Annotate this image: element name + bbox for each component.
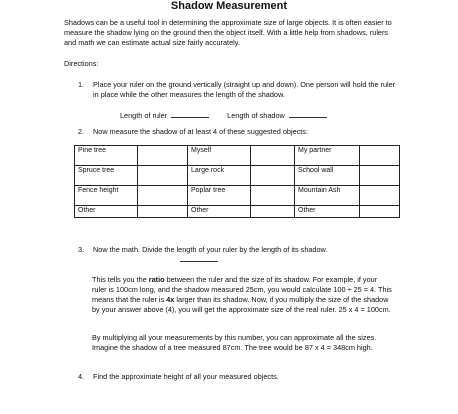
step-4-text: Find the approximate height of all your measured objects. bbox=[93, 372, 279, 381]
measurement-cell[interactable] bbox=[138, 186, 188, 206]
directions-label: Directions: bbox=[64, 59, 99, 68]
length-of-ruler-blank[interactable] bbox=[171, 110, 209, 118]
measurement-cell[interactable] bbox=[138, 146, 188, 166]
step-1 bbox=[78, 80, 398, 100]
measurement-cell[interactable] bbox=[360, 166, 400, 186]
ratio-explanation-part: larger than its shadow. Now, if you multiply the size of the shadow by your answer above (4), you will get the approximate size of the real ruler. 25 x 4 = 100cm. bbox=[92, 295, 391, 314]
ratio-explanation-part: between the ruler and the size of its shadow. For example, if your ruler is 100cm long, and the shadow measured 25cm, you would calculate 100 ÷ 25 = 4. This means that the ruler is bbox=[92, 275, 392, 304]
length-of-shadow-label: Length of shadow bbox=[227, 111, 285, 120]
object-label: Spruce tree bbox=[75, 166, 138, 186]
table-row bbox=[75, 166, 400, 186]
step-2 bbox=[78, 127, 408, 137]
measurement-cell[interactable] bbox=[251, 146, 295, 166]
ratio-answer-blank[interactable] bbox=[180, 261, 218, 262]
object-label: Myself bbox=[188, 146, 251, 166]
length-of-shadow-blank[interactable] bbox=[289, 110, 327, 118]
multiply-explanation: By multiplying all your measurements by this number, you can approximate all the sizes. Imagine the shadow of a tree measured 87cm. The tree would be 87 x 4 = 348cm high. bbox=[92, 333, 377, 352]
multiplier-emphasis: 4x bbox=[166, 295, 175, 304]
measurement-cell[interactable] bbox=[360, 146, 400, 166]
object-label: Large rock bbox=[188, 166, 251, 186]
measurement-cell[interactable] bbox=[251, 166, 295, 186]
object-label: School wall bbox=[295, 166, 360, 186]
table-row bbox=[75, 186, 400, 206]
intro-paragraph: Shadows can be a useful tool in determining the approximate size of large objects. It is often easier to measure the shadow lying on the ground then the object itself. With a little help from shadows, rulers and math we can estimate actual size fairly accurately. bbox=[64, 18, 392, 47]
ratio-emphasis: ratio bbox=[148, 275, 165, 284]
measurement-cell[interactable] bbox=[360, 206, 400, 218]
objects-table bbox=[74, 145, 400, 218]
step-4 bbox=[78, 372, 408, 382]
step-4-number: 4. bbox=[78, 372, 85, 381]
measurement-cell[interactable] bbox=[251, 186, 295, 206]
measurement-cell[interactable] bbox=[360, 186, 400, 206]
measurement-cell[interactable] bbox=[251, 206, 295, 218]
object-label: Poplar tree bbox=[188, 186, 251, 206]
measurement-cell[interactable] bbox=[138, 206, 188, 218]
ratio-explanation-part: This tells you the bbox=[92, 275, 149, 284]
step-2-number: 2. bbox=[78, 127, 85, 136]
length-of-ruler-label: Length of ruler bbox=[120, 111, 168, 120]
table-row bbox=[75, 206, 400, 218]
object-label: My partner bbox=[295, 146, 360, 166]
object-label: Other bbox=[75, 206, 138, 218]
page-title: Shadow Measurement bbox=[170, 0, 288, 12]
ratio-explanation bbox=[92, 275, 392, 315]
step-3 bbox=[78, 245, 408, 255]
object-label: Fence height bbox=[75, 186, 138, 206]
step-3-number: 3. bbox=[78, 245, 85, 254]
step-1-number: 1. bbox=[78, 80, 85, 89]
step-2-text: Now measure the shadow of at least 4 of these suggested objects: bbox=[93, 127, 308, 136]
measurement-cell[interactable] bbox=[138, 166, 188, 186]
object-label: Pine tree bbox=[75, 146, 138, 166]
object-label: Other bbox=[295, 206, 360, 218]
step-3-text: Now the math. Divide the length of your ruler by the length of its shadow. bbox=[93, 245, 328, 254]
step-1-text: Place your ruler on the ground vertically (straight up and down). One person will hold the ruler in place while the other measures the length of the shadow. bbox=[93, 80, 396, 99]
object-label: Other bbox=[188, 206, 251, 218]
table-row bbox=[75, 146, 400, 166]
object-label: Mountain Ash bbox=[295, 186, 360, 206]
length-row bbox=[120, 110, 327, 120]
